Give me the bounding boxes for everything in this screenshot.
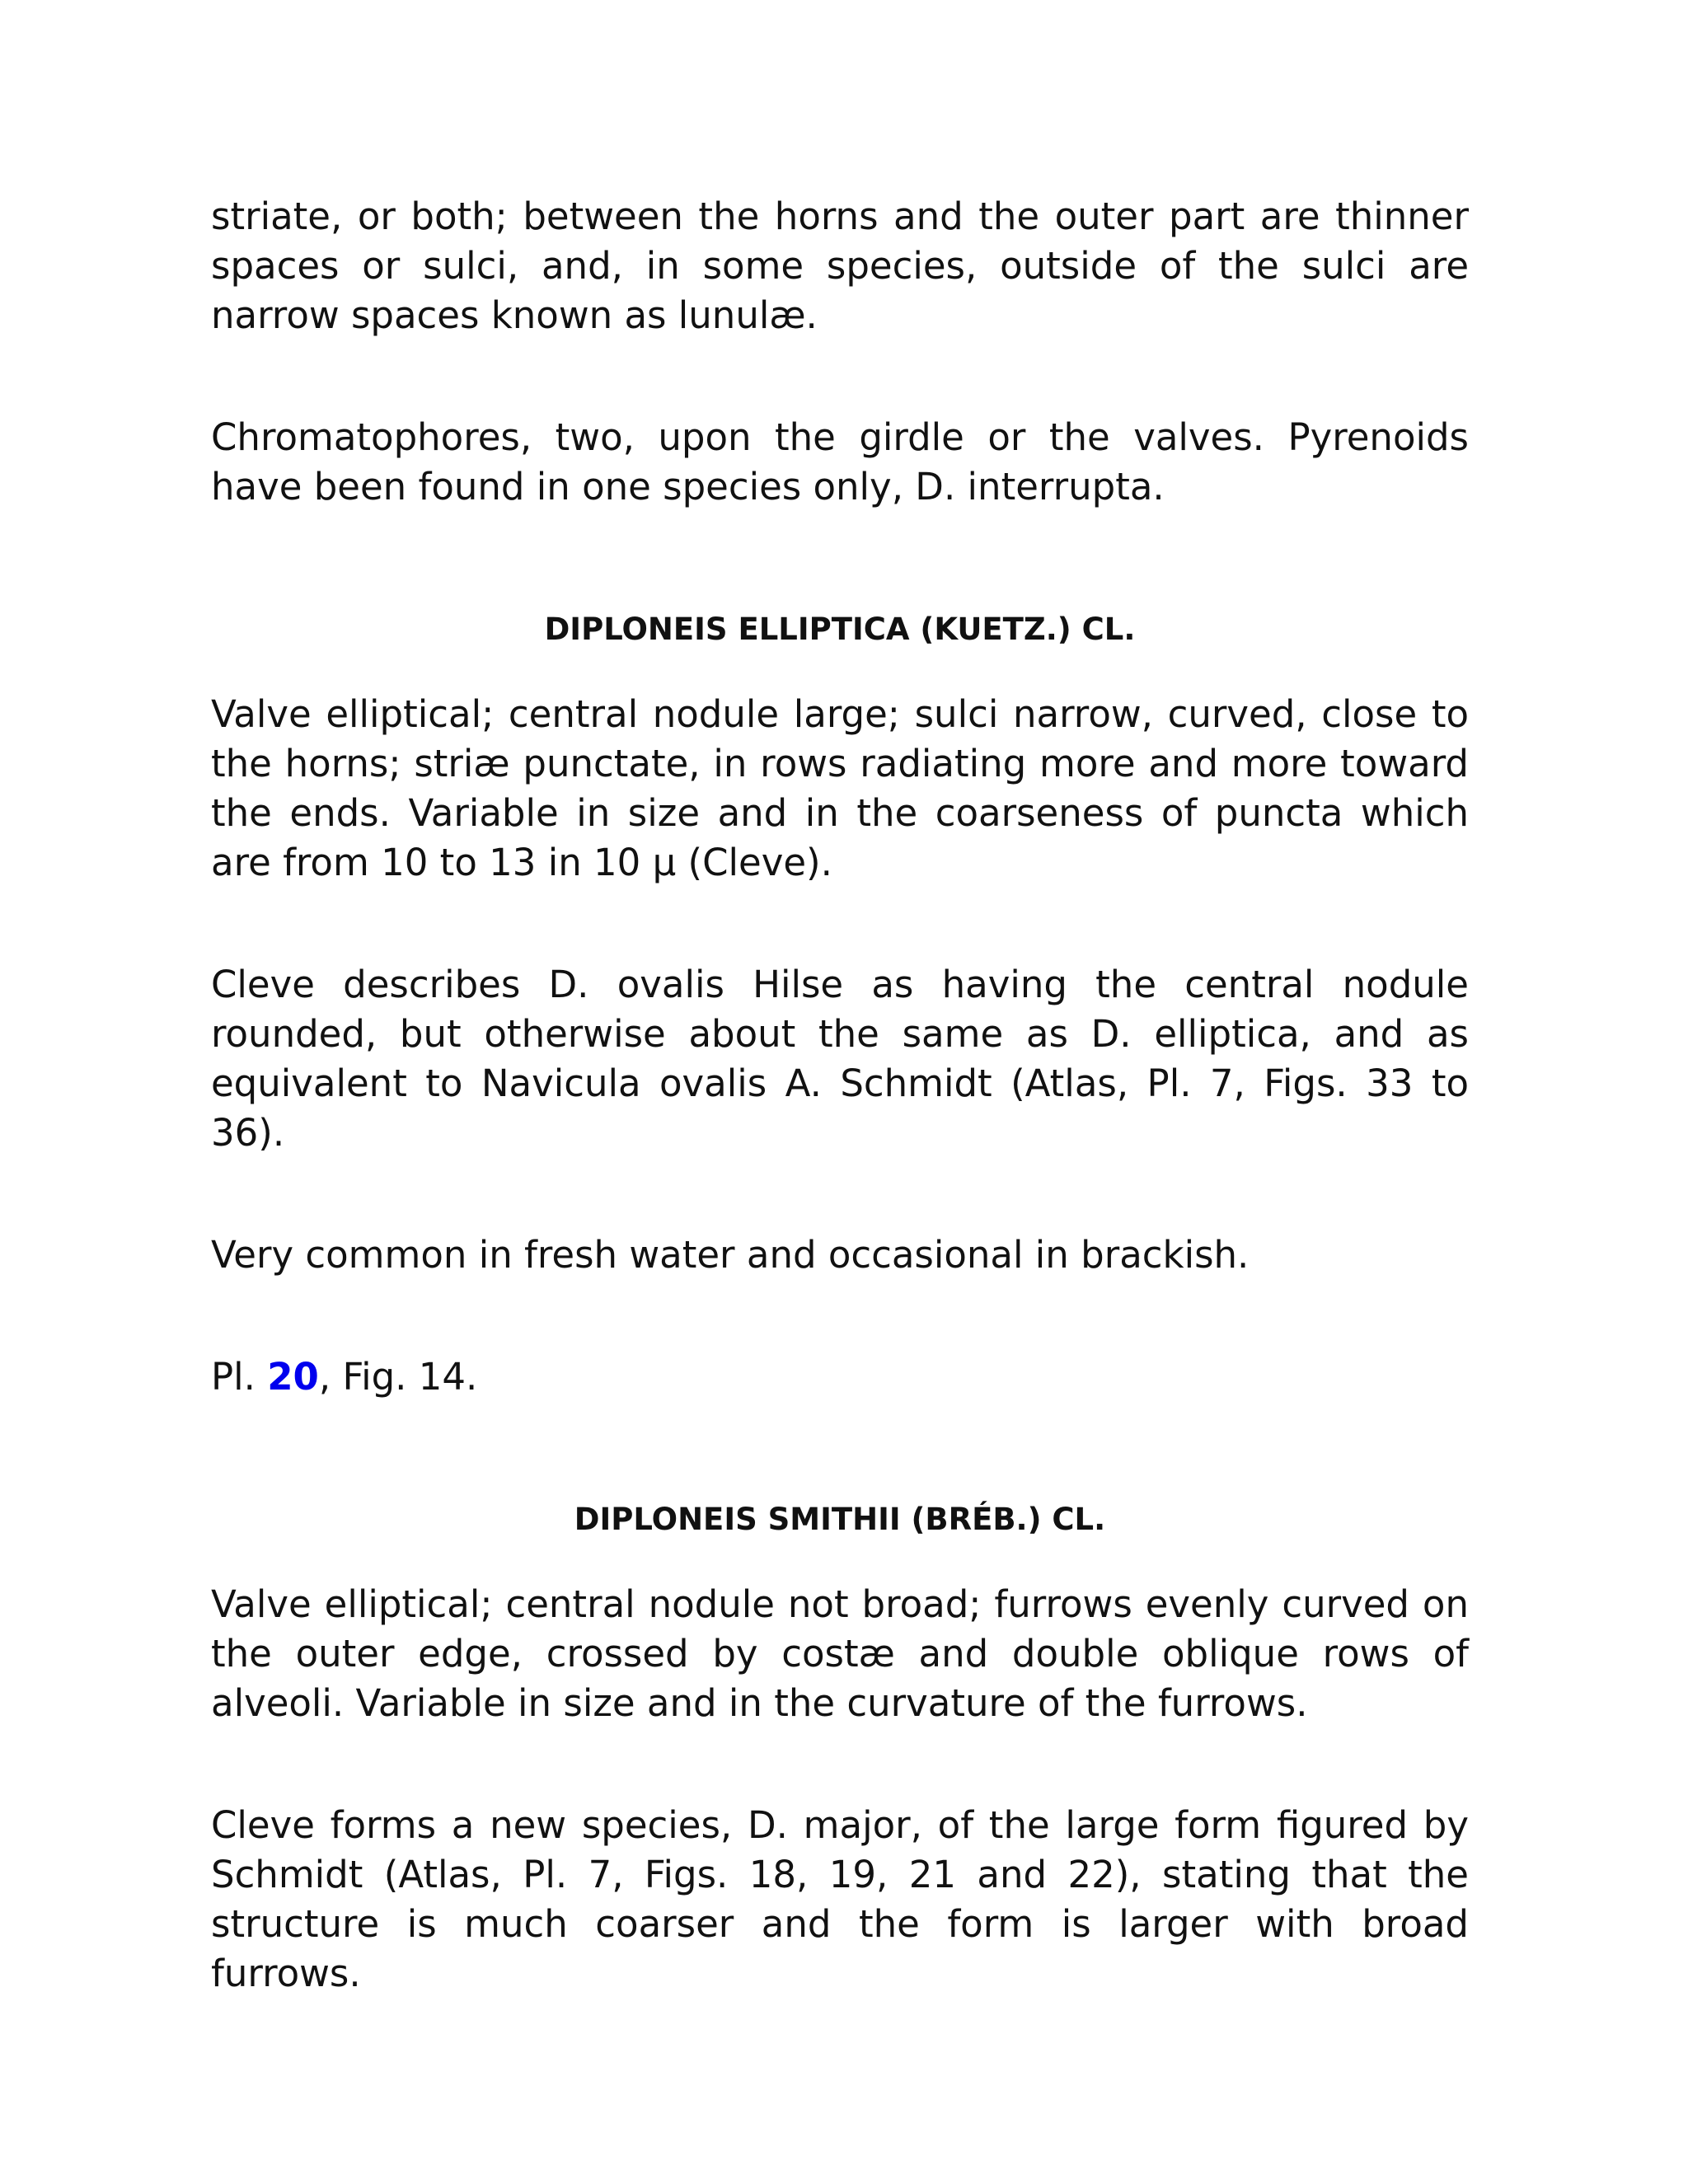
plate-prefix: Pl. — [211, 1355, 268, 1399]
species-heading-diploneis-smithii: DIPLONEIS SMITHII (BRÉB.) CL. — [574, 1502, 1106, 1537]
plate-reference — [211, 1352, 1469, 1402]
species-heading-diploneis-elliptica: DIPLONEIS ELLIPTICA (KUETZ.) CL. — [544, 612, 1136, 647]
paragraph-elliptica-habitat: Very common in fresh water and occasional in brackish. — [211, 1233, 1250, 1277]
paragraph-smithii-description: Valve elliptical; central nodule not broad; furrows evenly curved on the outer edge, crossed by costæ and double oblique rows of alveoli. Variable in size and in the curvature of the furrows. — [211, 1582, 1469, 1725]
paragraph-sulci-description: striate, or both; between the horns and the outer part are thinner spaces or sulci, and, in some species, outside of the sulci are narrow spaces known as lunulæ. — [211, 194, 1469, 337]
plate-20-link[interactable]: 20 — [267, 1355, 319, 1399]
paragraph-smithii-major: Cleve forms a new species, D. major, of the large form figured by Schmidt (Atlas, Pl. 7, Figs. 18, 19, 21 and 22), stating that the structure is much coarser and the form is larger with broad furrows. — [211, 1803, 1469, 1995]
paragraph-elliptica-description: Valve elliptical; central nodule large; sulci narrow, curved, close to the horns; striæ punctate, in rows radiating more and more toward the ends. Variable in size and in the coarseness of puncta which are from 10 to 13 in 10 μ (Cleve). — [211, 692, 1469, 884]
paragraph-elliptica-ovalis: Cleve describes D. ovalis Hilse as having the central nodule rounded, but otherwise about the same as D. elliptica, and as equivalent to Navicula ovalis A. Schmidt (Atlas, Pl. 7, Figs. 33 to 36). — [211, 963, 1469, 1155]
document-page — [211, 192, 1469, 1999]
paragraph-chromatophores: Chromatophores, two, upon the girdle or the valves. Pyrenoids have been found in one species only, D. interrupta. — [211, 415, 1469, 509]
plate-suffix: , Fig. 14. — [318, 1355, 478, 1399]
